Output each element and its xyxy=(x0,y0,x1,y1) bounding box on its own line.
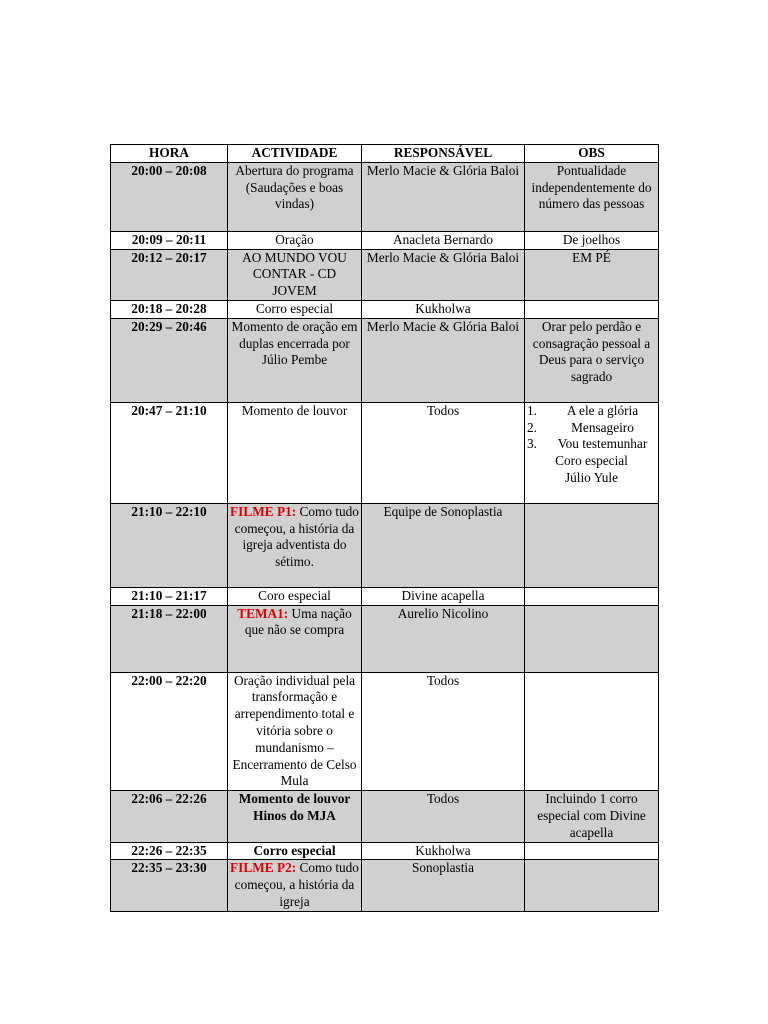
cell-obs xyxy=(525,842,659,860)
cell-responsavel: Anacleta Bernardo xyxy=(362,231,525,249)
cell-responsavel: Merlo Macie & Glória Baloi xyxy=(362,318,525,402)
cell-actividade xyxy=(228,605,362,672)
cell-obs: Orar pelo perdão e consagração pessoal a Deus para o serviço sagrado xyxy=(525,318,659,402)
table-row xyxy=(111,791,659,842)
cell-actividade: Oração xyxy=(228,231,362,249)
table-row xyxy=(111,605,659,672)
table-row xyxy=(111,503,659,587)
header-actividade: ACTIVIDADE xyxy=(228,145,362,163)
cell-obs xyxy=(525,605,659,672)
activity-text: Como tudo começou, a história da igreja xyxy=(234,860,359,909)
cell-obs xyxy=(525,672,659,791)
activity-bold-text: Momento de louvor xyxy=(238,791,351,807)
cell-obs xyxy=(525,503,659,587)
cell-obs: Incluindo 1 corro especial com Divine acapella xyxy=(525,791,659,842)
list-number: 3. xyxy=(527,436,537,452)
cell-responsavel: Todos xyxy=(362,791,525,842)
highlight-label: TEMA1: xyxy=(237,605,289,621)
cell-hora: 21:10 – 21:17 xyxy=(111,587,228,605)
cell-responsavel: Merlo Macie & Glória Baloi xyxy=(362,249,525,300)
cell-obs xyxy=(525,860,659,911)
cell-hora: 22:26 – 22:35 xyxy=(111,842,228,860)
cell-hora: 20:09 – 20:11 xyxy=(111,231,228,249)
cell-responsavel: Todos xyxy=(362,672,525,791)
cell-responsavel: Todos xyxy=(362,402,525,503)
activity-text: Como tudo começou, a história da igreja adventista do sétimo. xyxy=(234,503,359,570)
cell-hora: 20:29 – 20:46 xyxy=(111,318,228,402)
list-number: 2. xyxy=(527,419,537,435)
list-item xyxy=(527,403,656,420)
cell-hora: 20:18 – 20:28 xyxy=(111,300,228,318)
list-text: Vou testemunhar xyxy=(557,436,648,452)
list-number: 1. xyxy=(527,402,537,418)
activity-bold-text: Hinos do MJA xyxy=(253,807,336,823)
header-hora: HORA xyxy=(111,145,228,163)
table-row xyxy=(111,402,659,503)
list-text: Mensageiro xyxy=(571,419,634,435)
cell-obs xyxy=(525,587,659,605)
table-row xyxy=(111,231,659,249)
cell-actividade: Corro especial xyxy=(228,300,362,318)
table-row xyxy=(111,162,659,231)
header-responsavel: RESPONSÁVEL xyxy=(362,145,525,163)
cell-actividade: Abertura do programa (Saudações e boas vindas) xyxy=(228,162,362,231)
cell-responsavel: Kukholwa xyxy=(362,300,525,318)
cell-hora: 22:35 – 23:30 xyxy=(111,860,228,911)
cell-hora: 22:06 – 22:26 xyxy=(111,791,228,842)
cell-responsavel: Equipe de Sonoplastia xyxy=(362,503,525,587)
cell-actividade: Momento de louvor xyxy=(228,402,362,503)
cell-obs xyxy=(525,300,659,318)
schedule-table xyxy=(110,144,659,912)
cell-obs xyxy=(525,402,659,503)
activity-text: Uma nação que não se compra xyxy=(244,605,352,638)
cell-obs: Pontualidade independentemente do número das pessoas xyxy=(525,162,659,231)
obs-extra-line: Júlio Yule xyxy=(564,469,619,485)
table-row xyxy=(111,842,659,860)
cell-hora: 21:10 – 22:10 xyxy=(111,503,228,587)
cell-hora: 20:47 – 21:10 xyxy=(111,402,228,503)
list-text: A ele a glória xyxy=(566,402,639,418)
cell-responsavel: Sonoplastia xyxy=(362,860,525,911)
cell-responsavel: Kukholwa xyxy=(362,842,525,860)
table-row xyxy=(111,587,659,605)
cell-actividade xyxy=(228,503,362,587)
table-row xyxy=(111,249,659,300)
cell-actividade xyxy=(228,791,362,842)
cell-hora: 21:18 – 22:00 xyxy=(111,605,228,672)
obs-extra-line: Coro especial xyxy=(555,453,628,469)
list-item xyxy=(527,420,656,437)
cell-hora: 22:00 – 22:20 xyxy=(111,672,228,791)
table-row xyxy=(111,860,659,911)
activity-bold-text: Corro especial xyxy=(253,842,336,858)
cell-obs: De joelhos xyxy=(525,231,659,249)
cell-responsavel: Merlo Macie & Glória Baloi xyxy=(362,162,525,231)
cell-actividade: AO MUNDO VOU CONTAR - CD JOVEM xyxy=(228,249,362,300)
cell-actividade xyxy=(228,842,362,860)
table-row xyxy=(111,672,659,791)
table-header-row xyxy=(111,145,659,163)
cell-hora: 20:12 – 20:17 xyxy=(111,249,228,300)
cell-responsavel: Aurelio Nicolino xyxy=(362,605,525,672)
cell-actividade: Momento de oração em duplas encerrada por Júlio Pembe xyxy=(228,318,362,402)
list-item xyxy=(527,436,656,453)
highlight-label: FILME P1: xyxy=(230,503,297,519)
header-obs: OBS xyxy=(525,145,659,163)
cell-actividade xyxy=(228,860,362,911)
table-row xyxy=(111,318,659,402)
cell-actividade: Coro especial xyxy=(228,587,362,605)
highlight-label: FILME P2: xyxy=(230,860,297,876)
cell-hora: 20:00 – 20:08 xyxy=(111,162,228,231)
cell-obs: EM PÉ xyxy=(525,249,659,300)
cell-responsavel: Divine acapella xyxy=(362,587,525,605)
table-row xyxy=(111,300,659,318)
cell-actividade: Oração individual pela transformação e arrependimento total e vitória sobre o mundanismo – Encerramento de Celso Mula xyxy=(228,672,362,791)
